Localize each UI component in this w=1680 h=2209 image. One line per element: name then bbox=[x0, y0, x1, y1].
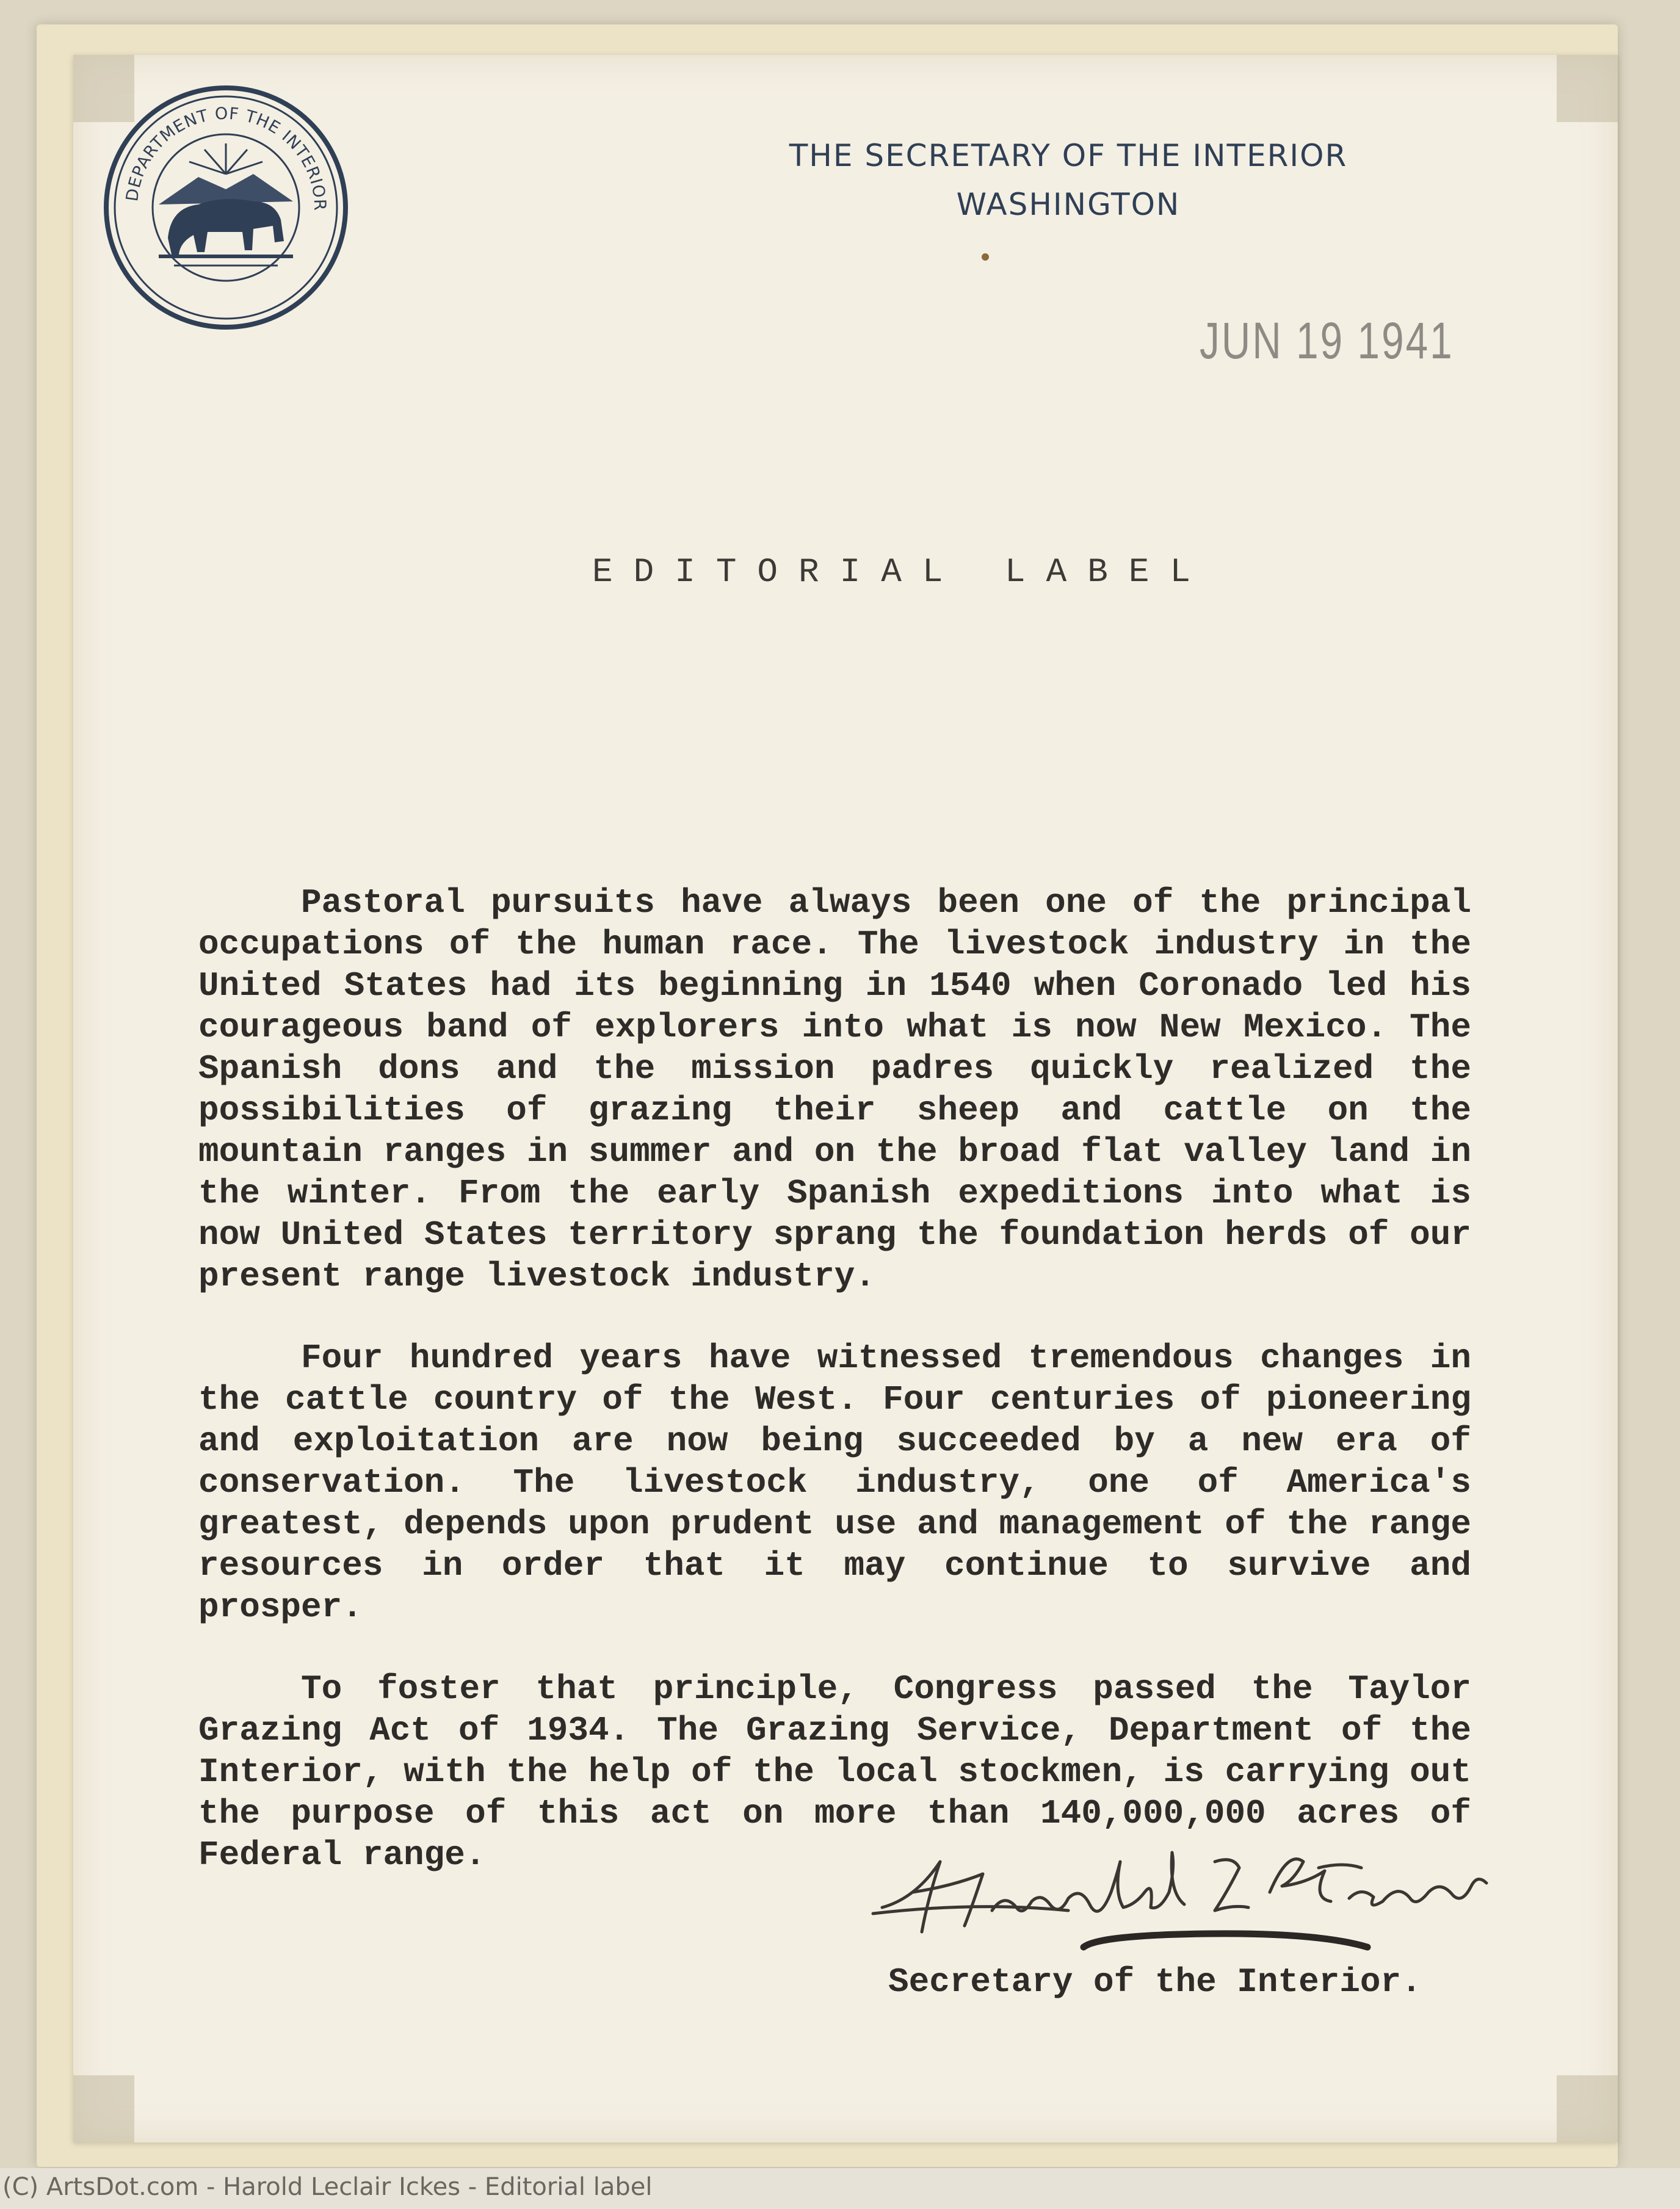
copyright-watermark: (C) ArtsDot.com - Harold Leclair Ickes - Editorial label bbox=[2, 2173, 653, 2201]
letterhead bbox=[672, 131, 1465, 229]
mount-corner bbox=[1557, 55, 1618, 122]
letterhead-office: THE SECRETARY OF THE INTERIOR bbox=[789, 138, 1348, 173]
department-of-interior-seal-icon bbox=[101, 82, 351, 333]
date-stamp: JUN 19 1941 bbox=[1200, 312, 1454, 369]
handwritten-signature bbox=[867, 1825, 1538, 1984]
paragraph: Pastoral pursuits have always been one of the principal occupations of the human race. The livestock industry in the United States had its beginning in 1540 when Coronado led his courageous band of explorers into what is now New Mexico. The Spanish dons and the mission padres quickly realized the possibilities of grazing their sheep and cattle on the mountain ranges in summer and on the broad flat valley land in the winter. From the early Spanish expeditions into what is now United States territory sprang the foundation herds of our present range livestock industry. bbox=[198, 883, 1471, 1296]
document-title: EDITORIAL LABEL bbox=[592, 552, 1212, 591]
svg-text:DEPARTMENT OF THE INTERIOR: DEPARTMENT OF THE INTERIOR bbox=[123, 104, 330, 212]
ink-dot bbox=[982, 253, 989, 261]
mount-corner bbox=[73, 2075, 134, 2142]
signatory-title: Secretary of the Interior. bbox=[888, 1962, 1422, 2001]
paragraph: Four hundred years have witnessed tremendous changes in the cattle country of the West. Four centuries of pioneering and exploitation are now being succeeded by a new era of conservation. The livestock industry, one of America's greatest, depends upon prudent use and management of the range resources in order that it may continue to survive and prosper. bbox=[198, 1339, 1471, 1627]
mount-corner bbox=[1557, 2075, 1618, 2142]
paragraph: To foster that principle, Congress passed the Taylor Grazing Act of 1934. The Grazing Service, Department of the Interior, with the help of the local stockmen, is carrying out the purpose of this act on more than 140,000,000 acres of Federal range. bbox=[198, 1669, 1471, 1875]
letterhead-city: WASHINGTON bbox=[956, 187, 1181, 222]
letter-body bbox=[198, 882, 1471, 1916]
